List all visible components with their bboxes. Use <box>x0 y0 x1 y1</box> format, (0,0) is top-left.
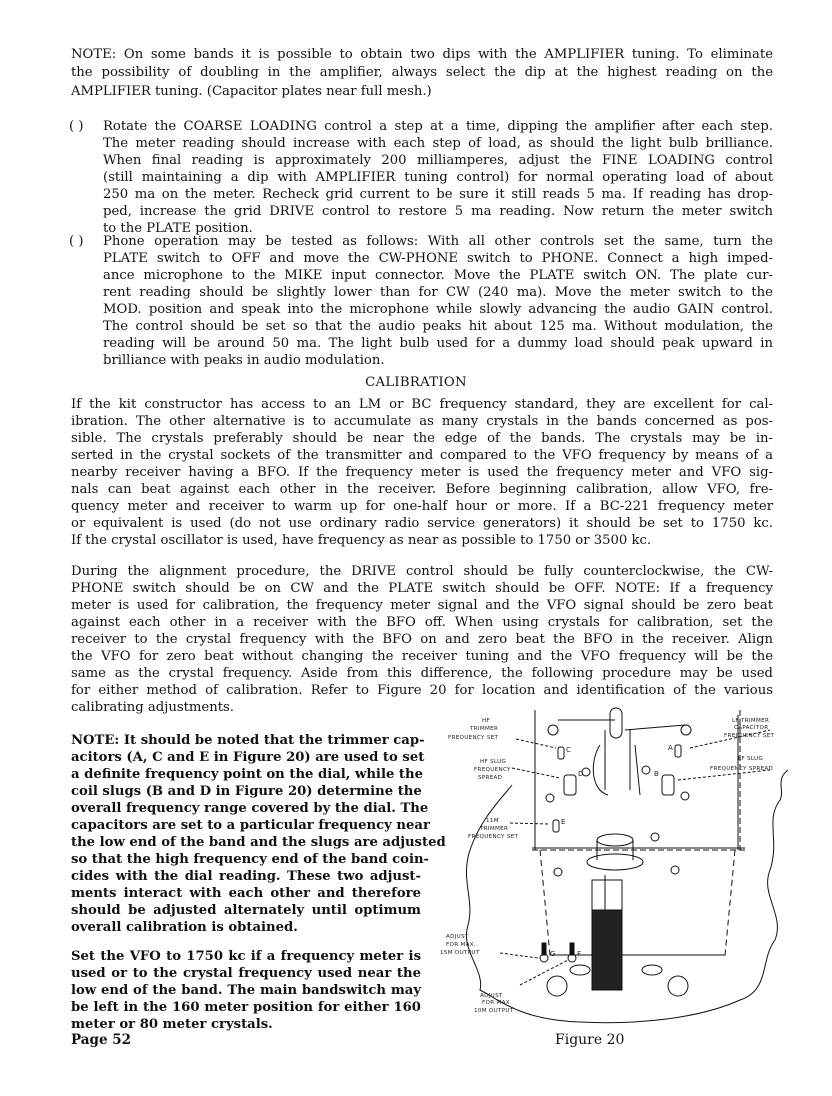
text-line: When final reading is approximately 200 milliamperes, adjust the FINE LOADING control <box>103 153 773 168</box>
callout-lf-trimmer-3: FREQUENCY SET <box>724 733 775 739</box>
callout-lf-slug-2: FREQUENCY SPREAD <box>710 766 774 772</box>
text-line: reading will be around 50 ma. The light bulb used for a dummy load should peak upward in <box>103 336 773 351</box>
callout-10m-2: FOR MAX <box>482 1000 510 1006</box>
text-line: ped, increase the grid DRIVE control to restore 5 ma reading. Now return the meter switch <box>103 204 773 219</box>
text-line: During the alignment procedure, the DRIVE control should be fully counterclockwise, the CW- <box>71 564 773 579</box>
label-b: B <box>654 770 659 778</box>
callout-hf-trimmer-2: TRIMMER <box>470 726 499 732</box>
figure-caption: Figure 20 <box>555 1032 625 1048</box>
trimmer-c <box>558 747 564 759</box>
text-line: PHONE switch should be on CW and the PLATE switch should be OFF. NOTE: If a frequency <box>71 581 773 596</box>
text-line: coil slugs (B and D in Figure 20) determine the <box>71 784 422 799</box>
connector-socket <box>597 834 633 846</box>
callout-e-trimmer-3: FREQUENCY SET <box>468 834 519 840</box>
text-line: capacitors are set to a particular frequency near <box>71 818 430 833</box>
text-line: The meter reading should increase with each step of load, as should the light bulb brilliance. <box>103 136 773 151</box>
text-line: rent reading should be slightly lower than for CW (240 ma). Move the meter switch to the <box>103 285 773 300</box>
tube-socket-left <box>547 976 567 996</box>
text-line: NOTE: On some bands it is possible to obtain two dips with the AMPLIFIER tuning. To eliminate <box>71 47 773 62</box>
callout-15m-2: FOR MAX. <box>446 942 476 948</box>
top-tube <box>610 708 622 738</box>
text-line: ance microphone to the MIKE input connector. Move the PLATE switch ON. The plate cur- <box>103 268 773 283</box>
text-line: cides with the dial reading. These two adjust- <box>71 869 421 884</box>
callout-10m-1: ADJUST <box>480 993 503 999</box>
callout-hf-slug-2: FREQUENCY <box>474 767 511 773</box>
text-line: low end of the band. The main bandswitch may <box>71 983 421 998</box>
text-line: against each other in a receiver with the BFO off. When using crystals for calibration, set the <box>71 615 773 630</box>
text-line: so that the high frequency end of the band coin- <box>71 852 430 867</box>
text-line: to the PLATE position. <box>103 221 253 236</box>
text-line: or equivalent is used (do not use ordinary radio service generators) it should be set to 1750 kc. <box>71 516 773 531</box>
text-line: nearby receiver having a BFO. If the frequency meter is used the frequency meter and VFO sig- <box>71 465 773 480</box>
page-number: Page 52 <box>71 1032 132 1048</box>
text-line: 250 ma on the meter. Recheck grid current to be sure it still reads 5 ma. If reading has drop- <box>103 187 773 202</box>
text-line: PLATE switch to OFF and move the CW-PHONE switch to PHONE. Connect a high imped- <box>103 251 773 266</box>
callout-hf-slug-3: SPREAD <box>478 775 503 781</box>
label-d: D <box>578 770 584 778</box>
text-line: same as the crystal frequency. Aside from this difference, the following procedure may be used <box>71 666 773 681</box>
callout-lf-trimmer-2: CAPACITOR <box>734 725 769 731</box>
step-checkbox[interactable]: ( ) <box>69 234 84 249</box>
text-line: Rotate the COARSE LOADING control a step at a time, dipping the amplifier after each step. <box>103 119 773 134</box>
callout-15m-3: 15M OUTPUT <box>440 950 480 956</box>
callout-lf-slug-1: LF SLUG <box>738 756 764 762</box>
callout-hf-slug-1: HF SLUG <box>480 759 507 765</box>
callout-10m-3: 10M OUTPUT <box>474 1008 514 1014</box>
label-a: A <box>668 744 673 752</box>
text-line: sible. The crystals preferably should be near the edge of the bands. The crystals may be in- <box>71 431 773 446</box>
text-line: If the kit constructor has access to an LM or BC frequency standard, they are excellent for cal- <box>71 397 773 412</box>
text-line: the possibility of doubling in the amplifier, always select the dip at the highest reading on the <box>71 65 773 80</box>
text-line: serted in the crystal sockets of the transmitter and compared to the VFO frequency by means of a <box>71 448 773 463</box>
text-line: meter or 80 meter crystals. <box>71 1017 273 1032</box>
label-g: G <box>550 950 556 958</box>
output-coil <box>592 910 622 990</box>
text-line: If the crystal oscillator is used, have frequency as near as possible to 1750 or 3500 kc. <box>71 533 652 548</box>
step-checkbox[interactable]: ( ) <box>69 119 84 134</box>
text-line: Set the VFO to 1750 kc if a frequency meter is <box>71 949 421 964</box>
text-line: (still maintaining a dip with AMPLIFIER tuning control) for normal operating load of about <box>103 170 773 185</box>
callout-hf-trimmer-1: HF <box>482 718 491 724</box>
figure-20-illustration <box>440 700 790 1030</box>
callout-e-trimmer-2: TRIMMER <box>480 826 509 832</box>
callout-lf-trimmer-1: LF TRIMMER <box>732 718 770 724</box>
cutaway-outline <box>466 770 788 1023</box>
text-line: a definite frequency point on the dial, while the <box>71 767 423 782</box>
label-c: C <box>566 746 571 754</box>
slug-d <box>564 775 576 795</box>
trimmer-e <box>553 820 559 832</box>
section-heading: CALIBRATION <box>365 375 467 390</box>
text-line: used or to the crystal frequency used near the <box>71 966 421 981</box>
label-f: F <box>577 950 582 958</box>
text-line: calibrating adjustments. <box>71 700 234 715</box>
text-line: meter is used for calibration, the frequency meter signal and the VFO signal should be zero beat <box>71 598 773 613</box>
tube-bracket <box>593 730 640 795</box>
text-line: for either method of calibration. Refer to Figure 20 for location and identification of the various <box>71 683 773 698</box>
text-line: should be adjusted alternately until optimum <box>71 903 421 918</box>
text-line: ments interact with each other and therefore <box>71 886 421 901</box>
callout-hf-trimmer-3: FREQUENCY SET <box>448 735 499 741</box>
text-line: quency meter and receiver to warm up for one-half hour or more. If a BC-221 frequency meter <box>71 499 773 514</box>
text-line: AMPLIFIER tuning. (Capacitor plates near full mesh.) <box>71 84 432 99</box>
text-line: ibration. The other alternative is to accumulate as many crystals in the bands concerned as pos- <box>71 414 773 429</box>
text-line: the VFO for zero beat without changing the receiver tuning and the VFO frequency will be the <box>71 649 773 664</box>
text-line: brilliance with peaks in audio modulation. <box>103 353 385 368</box>
tube-socket-right <box>668 976 688 996</box>
callout-15m-1: ADJUST <box>446 934 469 940</box>
text-line: MOD. position and speak into the microphone while slowly advancing the audio GAIN control. <box>103 302 773 317</box>
text-line: be left in the 160 meter position for either 160 <box>71 1000 421 1015</box>
text-line: NOTE: It should be noted that the trimmer cap- <box>71 733 425 748</box>
trimmer-a <box>675 745 681 757</box>
text-line: the low end of the band and the slugs are adjusted <box>71 835 446 850</box>
chassis-box-lower <box>540 850 735 955</box>
text-line: overall calibration is obtained. <box>71 920 298 935</box>
text-line: acitors (A, C and E in Figure 20) are used to set <box>71 750 425 765</box>
callout-e-trimmer-1: 11M <box>486 818 499 824</box>
label-e: E <box>561 818 566 826</box>
text-line: receiver to the crystal frequency with the BFO on and zero beat the BFO in the receiver. Align <box>71 632 773 647</box>
text-line: nals can beat against each other in the receiver. Before beginning calibration, allow VFO, fre- <box>71 482 773 497</box>
text-line: overall frequency range covered by the dial. The <box>71 801 429 816</box>
slug-b <box>662 775 674 795</box>
vfo-chassis-drawing <box>440 700 790 1030</box>
text-line: Phone operation may be tested as follows: With all other controls set the same, turn the <box>103 234 773 249</box>
text-line: The control should be set so that the audio peaks hit about 125 ma. Without modulation, the <box>103 319 773 334</box>
